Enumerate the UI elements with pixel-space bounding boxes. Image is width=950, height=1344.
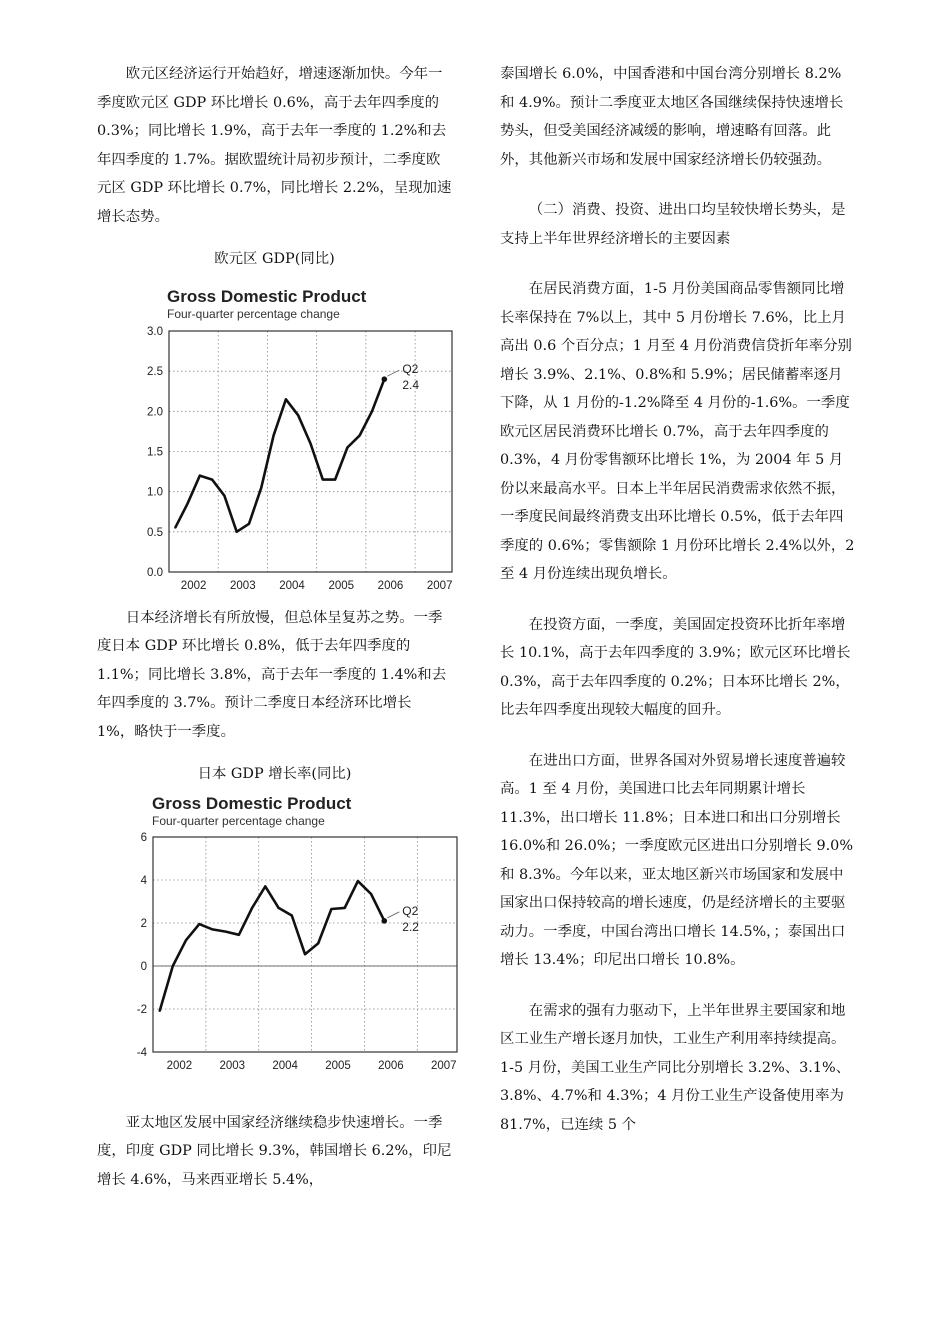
x-tick-label: 2002 bbox=[166, 1059, 193, 1072]
paragraph-asia-pacific: 亚太地区发展中国家经济继续稳步快速增长。一季度，印度 GDP 同比增长 9.3%，韩国增长 6.2%，印尼增长 4.6%，马来西亚增长 5.4%， bbox=[97, 1114, 452, 1188]
data-point bbox=[317, 942, 319, 944]
paragraph-japan: 日本经济增长有所放慢，但总体呈复苏之势。一季度日本 GDP 环比增长 0.8%，低于去年四季度的 1.1%；同比增长 3.8%，高于去年一季度的 1.4%和去年四季度的 3.7%。预计二季度日本经济环比增长 1%，略快于一季度。 bbox=[97, 609, 447, 740]
y-tick-label: 3.0 bbox=[147, 325, 163, 338]
x-tick-label: 2006 bbox=[378, 1059, 404, 1072]
data-point bbox=[248, 522, 250, 524]
data-point bbox=[382, 918, 388, 924]
paragraph-asia-pacific-cont: 泰国增长 6.0%，中国香港和中国台湾分别增长 8.2%和 4.9%。预计二季度亚太地区各国继续保持快速增长势头，但受美国经济减缓的影响，增速略有回落。此外，其他新兴市场和发展中国家经济增长仍较强劲。 bbox=[500, 66, 844, 168]
annotation-q2-value: 2.2 bbox=[402, 919, 419, 934]
data-point bbox=[238, 933, 240, 935]
chart-subtitle: Four-quarter percentage change bbox=[167, 306, 340, 321]
data-point bbox=[310, 442, 312, 444]
eurozone-gdp-chart bbox=[97, 274, 452, 604]
chart-title: Gross Domestic Product bbox=[167, 286, 367, 306]
x-tick-label: 2003 bbox=[230, 579, 256, 592]
data-point bbox=[322, 478, 324, 480]
annotation-q2-label: Q2 bbox=[402, 361, 419, 376]
caption-japan-gdp: 日本 GDP 增长率(同比) bbox=[197, 766, 352, 782]
data-point bbox=[174, 526, 176, 528]
chart-subtitle: Four-quarter percentage change bbox=[152, 813, 325, 828]
data-point bbox=[251, 907, 253, 909]
x-tick-label: 2005 bbox=[325, 1059, 351, 1072]
x-tick-label: 2002 bbox=[180, 579, 207, 592]
y-tick-label: 0.0 bbox=[147, 566, 163, 579]
y-tick-label: 0 bbox=[140, 960, 147, 973]
data-point bbox=[331, 908, 333, 910]
x-tick-label: 2006 bbox=[377, 579, 404, 592]
data-point bbox=[185, 939, 187, 941]
data-point bbox=[359, 434, 361, 436]
section-heading: （二）消费、投资、进出口均呈较快增长势头，是支持上半年世界经济增长的主要因素 bbox=[500, 202, 846, 247]
annotation-q2-value: 2.4 bbox=[402, 377, 420, 392]
y-tick-label: 2.0 bbox=[147, 405, 163, 418]
y-tick-label: 2 bbox=[140, 917, 147, 930]
data-point bbox=[278, 907, 280, 909]
right-column bbox=[500, 60, 855, 1139]
data-point bbox=[382, 376, 388, 382]
x-tick-label: 2007 bbox=[426, 579, 453, 592]
x-tick-label: 2003 bbox=[219, 1059, 246, 1072]
y-tick-label: 0.5 bbox=[147, 526, 163, 539]
data-point bbox=[172, 965, 174, 967]
caption-eurozone-gdp: 欧元区 GDP(同比) bbox=[214, 251, 335, 267]
y-tick-label: -4 bbox=[136, 1046, 147, 1059]
chart-title: Gross Domestic Product bbox=[152, 793, 352, 813]
data-point bbox=[198, 923, 200, 925]
data-point bbox=[273, 434, 275, 436]
data-point bbox=[334, 478, 336, 480]
x-tick-label: 2007 bbox=[430, 1059, 457, 1072]
y-tick-label: 4 bbox=[140, 874, 147, 887]
data-point bbox=[347, 446, 349, 448]
annotation-q2-label: Q2 bbox=[402, 903, 419, 918]
data-point bbox=[199, 474, 201, 476]
paragraph-eurozone: 欧元区经济运行开始趋好，增速逐渐加快。今年一季度欧元区 GDP 环比增长 0.6%，高于去年四季度的 0.3%；同比增长 1.9%，高于去年一季度的 1.2%和去年四季度的 1.7%。据欧盟统计局初步预计，二季度欧元区 GDP 环比增长 0.7%，同比增长 2.2%，呈现加速增长态势。 bbox=[97, 66, 452, 225]
data-point bbox=[212, 928, 214, 930]
japan-gdp-chart bbox=[97, 789, 457, 1109]
data-point bbox=[264, 885, 266, 887]
data-point bbox=[260, 486, 262, 488]
annotation-leader bbox=[387, 911, 399, 917]
paragraph-investment: 在投资方面，一季度，美国固定投资环比折年率增长 10.1%，高于去年四季度的 3.9%；欧元区环比增长 0.3%，高于去年四季度的 0.2%；日本环比增长 2%，比去年四季度出现较大幅度的回升。 bbox=[500, 616, 851, 718]
data-point bbox=[304, 953, 306, 955]
x-tick-label: 2004 bbox=[272, 1059, 298, 1072]
data-point bbox=[291, 914, 293, 916]
paragraph-industrial: 在需求的强有力驱动下，上半年世界主要国家和地区工业生产增长逐月加快，工业生产利用率持续提高。1-5 月份，美国工业生产同比分别增长 3.2%、3.1%、3.8%、4.7%和 4.3%；4 月份工业生产设备使用率为 81.7%，已连续 5 个 bbox=[500, 1002, 851, 1133]
data-point bbox=[357, 880, 359, 882]
data-point bbox=[370, 893, 372, 895]
paragraph-trade: 在进出口方面，世界各国对外贸易增长速度普遍较高。1 至 4 月份，美国进口比去年同期累计增长 11.3%，出口增长 11.8%；日本进口和出口分别增长 16.0%和 26.0%；一季度欧元区进出口分别增长 9.0%和 8.3%。今年以来，亚太地区新兴市场国家和发展中国家出口保持较高的增长速度，仍是经济增长的主要驱动力。一季度，中国台湾出口增长 14.5%，；泰国出口增长 13.4%；印尼出口增长 10.8%。 bbox=[500, 752, 854, 968]
x-tick-label: 2005 bbox=[328, 579, 355, 592]
data-point bbox=[297, 414, 299, 416]
data-point bbox=[285, 398, 287, 400]
y-tick-label: 2.5 bbox=[147, 365, 163, 378]
plot-frame bbox=[153, 837, 457, 1052]
data-point bbox=[159, 1010, 161, 1012]
data-point bbox=[211, 478, 213, 480]
paragraph-consumption: 在居民消费方面，1-5 月份美国商品零售额同比增长率保持在 7%以上，其中 5 月份增长 7.6%，比上月高出 0.6 个百分点；1 月至 4 月份消费信贷折年率分别增长 3.9%、2.1%、0.8%和 5.9%；居民储蓄率逐月下降，从 1 月份的-1.2%降至 4 月份的-1.6%。一季度欧元区居民消费环比增长 0.7%，高于去年四季度的 0.3%，4 月份零售额环比增长 1%，为 2004 年 5 月份以来最高水平。日本上半年居民消费需求依然不振，一季度民间最终消费支出环比增长 0.5%，低于去年四季度的 0.6%；零售额除 1 月份环比增长 2.4%以外，2 至 4 月份连续出现负增长。 bbox=[500, 281, 855, 582]
data-point bbox=[223, 494, 225, 496]
y-tick-label: -2 bbox=[136, 1003, 147, 1016]
data-point bbox=[344, 907, 346, 909]
y-tick-label: 1.5 bbox=[147, 446, 163, 458]
y-tick-label: 6 bbox=[140, 831, 147, 844]
data-point bbox=[187, 502, 189, 504]
gdp-line bbox=[160, 881, 385, 1011]
y-tick-label: 1.0 bbox=[147, 486, 163, 499]
data-point bbox=[371, 410, 373, 412]
left-column bbox=[97, 60, 457, 1194]
data-point bbox=[236, 530, 238, 532]
gdp-line bbox=[175, 379, 384, 532]
x-tick-label: 2004 bbox=[279, 579, 305, 592]
data-point bbox=[225, 930, 227, 932]
